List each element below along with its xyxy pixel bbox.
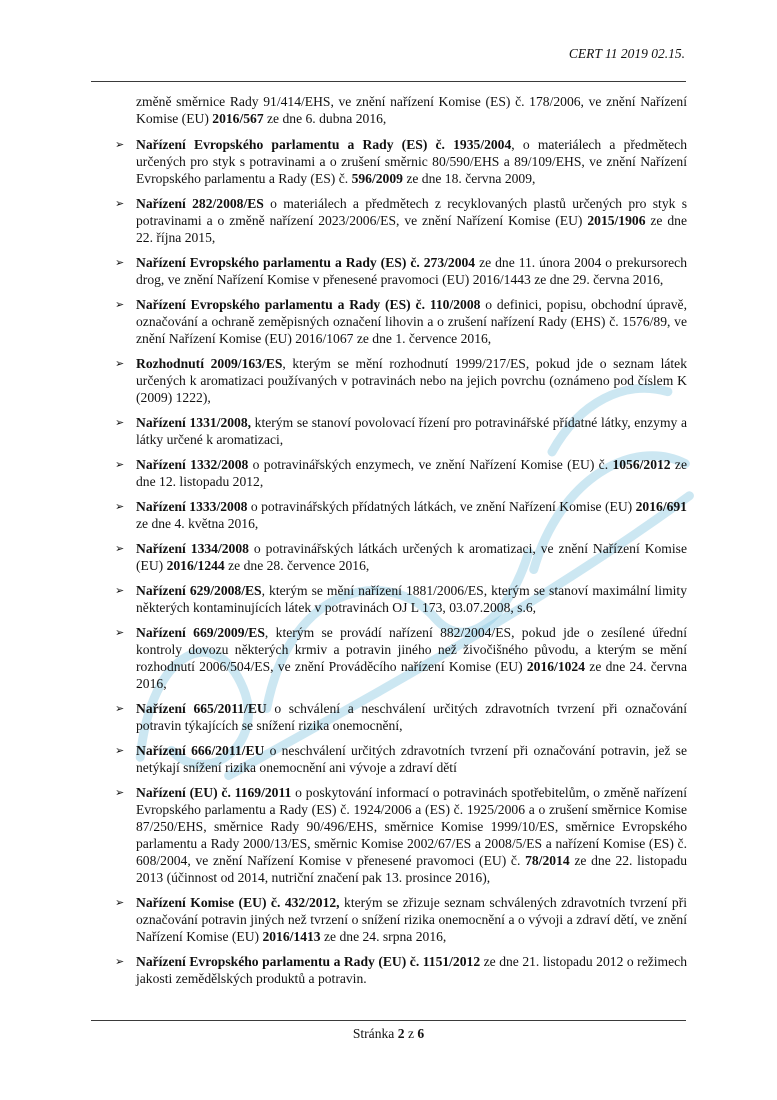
list-item — [115, 700, 687, 734]
continuation-paragraph: změně směrnice Rady 91/414/EHS, ve znění nařízení Komise (ES) č. 178/2006, ve znění Nařízení Komise (EU) 2016/567 ze dne 6. dubna 2016, — [136, 94, 687, 126]
regulation-text: Nařízení 1332/2008 o potravinářských enzymech, ve znění Nařízení Komise (EU) č. 1056/2012 ze dne 12. listopadu 2012, — [136, 457, 687, 489]
regulation-text: Nařízení Evropského parlamentu a Rady (ES) č. 1935/2004, o materiálech a předmětech určených pro styk s potravinami a o zrušení směrnic 80/590/EHS a 89/109/EHS, ve znění Nařízení Evropského parlamentu a Rady (ES) č. 596/2009 ze dne 18. června 2009, — [136, 137, 687, 186]
bullet-arrow-icon: ➢ — [115, 626, 125, 639]
regulation-text: Nařízení 1333/2008 o potravinářských přídatných látkách, ve znění Nařízení Komise (EU) 2016/691 ze dne 4. května 2016, — [136, 499, 687, 531]
bullet-arrow-icon: ➢ — [115, 500, 125, 513]
regulation-text: Nařízení 669/2009/ES, kterým se provádí nařízení 882/2004/ES, pokud jde o zesílené úřední kontroly dovozu některých krmiv a potravin jiného než živočišného původu, a kterým se mění rozhodnutí 2006/504/ES, ve znění Prováděcího nařízení Komise (EU) 2016/1024 ze dne 24. června 2016, — [136, 625, 687, 691]
bullet-arrow-icon: ➢ — [115, 702, 125, 715]
bullet-arrow-icon: ➢ — [115, 896, 125, 909]
document-body — [115, 93, 687, 995]
list-item — [115, 498, 687, 532]
list-item — [115, 742, 687, 776]
list-item — [115, 624, 687, 692]
header-divider — [91, 81, 686, 82]
bullet-arrow-icon: ➢ — [115, 298, 125, 311]
list-item — [115, 456, 687, 490]
regulation-list — [115, 136, 687, 987]
regulation-text: Nařízení Evropského parlamentu a Rady (ES) č. 273/2004 ze dne 11. února 2004 o prekursorech drog, ve znění Nařízení Komise v přenesené pravomoci (EU) 2016/1443 ze dne 29. června 2016, — [136, 255, 687, 287]
list-item — [115, 254, 687, 288]
bullet-arrow-icon: ➢ — [115, 786, 125, 799]
regulation-text: Nařízení Komise (EU) č. 432/2012, kterým se zřizuje seznam schválených zdravotních tvrzení při označování potravin jiných než tvrzení o snížení rizika onemocnění a o vývoji a zdraví dětí, ve znění Nařízení Komise (EU) 2016/1413 ze dne 24. srpna 2016, — [136, 895, 687, 944]
list-item — [115, 414, 687, 448]
list-item — [115, 540, 687, 574]
list-item — [115, 953, 687, 987]
list-item — [115, 195, 687, 246]
regulation-text: Nařízení 282/2008/ES o materiálech a předmětech z recyklovaných plastů určených pro styk s potravinami a o změně nařízení 2023/2006/ES, ve znění Nařízení Komise (EU) 2015/1906 ze dne 22. října 2015, — [136, 196, 687, 245]
document-header — [91, 46, 685, 62]
bullet-arrow-icon: ➢ — [115, 955, 125, 968]
regulation-text: Nařízení 629/2008/ES, kterým se mění nařízení 1881/2006/ES, kterým se stanoví maximální limity některých kontaminujících látek v potravinách OJ L 173, 03.07.2008, s.6, — [136, 583, 687, 615]
list-item — [115, 582, 687, 616]
regulation-text: Nařízení Evropského parlamentu a Rady (ES) č. 110/2008 o definici, popisu, obchodní úpravě, označování a ochraně zeměpisných označení lihovin a o zrušení nařízení Rady (EHS) č. 1576/89, ve znění Nařízení Komise (EU) 2016/1067 ze dne 1. července 2016, — [136, 297, 687, 346]
header-reference: CERT 11 2019 02.15. — [568, 46, 685, 61]
bullet-arrow-icon: ➢ — [115, 744, 125, 757]
list-item — [115, 784, 687, 886]
list-item — [115, 355, 687, 406]
regulation-text: Nařízení Evropského parlamentu a Rady (EU) č. 1151/2012 ze dne 21. listopadu 2012 o režimech jakosti zemědělských produktů a potravin. — [136, 954, 687, 986]
regulation-text: Nařízení 1331/2008, kterým se stanoví povolovací řízení pro potravinářské přídatné látky, enzymy a látky určené k aromatizaci, — [136, 415, 687, 447]
bullet-arrow-icon: ➢ — [115, 138, 125, 151]
bullet-arrow-icon: ➢ — [115, 416, 125, 429]
regulation-text: Nařízení 665/2011/EU o schválení a neschválení určitých zdravotních tvrzení při označování potravin týkajících se snížení rizika onemocnění, — [136, 701, 688, 733]
list-item — [115, 136, 687, 187]
document-footer — [91, 1020, 686, 1042]
list-item — [115, 894, 687, 945]
regulation-text: Nařízení 1334/2008 o potravinářských látkách určených k aromatizaci, ve znění Nařízení Komise (EU) 2016/1244 ze dne 28. července 2016, — [136, 541, 687, 573]
regulation-text: Rozhodnutí 2009/163/ES, kterým se mění rozhodnutí 1999/217/ES, pokud jde o seznam látek určených k aromatizaci používaných v potravinách nebo na jejich povrchu (oznámeno pod číslem K (2009) 1222), — [136, 356, 687, 405]
bullet-arrow-icon: ➢ — [115, 584, 125, 597]
bullet-arrow-icon: ➢ — [115, 542, 125, 555]
regulation-text: Nařízení 666/2011/EU o neschválení určitých zdravotních tvrzení při označování potravin, jež se netýkají snížení rizika onemocnění ani vývoje a zdraví dětí — [136, 743, 687, 775]
list-item — [115, 296, 687, 347]
page-number: Stránka 2 z 6 — [352, 1026, 425, 1041]
regulation-text: Nařízení (EU) č. 1169/2011 o poskytování informací o potravinách spotřebitelům, o změně nařízení Evropského parlamentu a Rady (ES) č. 1924/2006 a (ES) č. 1925/2006 a o zrušení směrnice Komise 87/250/EHS, směrnice Rady 90/496/EHS, směrnice Komise 1999/10/ES, směrnice Evropského parlamentu a Rady 2000/13/ES, směrnic Komise 2002/67/ES a 2008/5/ES a nařízení Komise (ES) č. 608/2004, ve znění Nařízení Komise v přenesené pravomoci (EU) č. 78/2014 ze dne 22. listopadu 2013 (účinnost od 2014, nutriční značení pak 13. prosince 2016), — [136, 785, 688, 885]
bullet-arrow-icon: ➢ — [115, 357, 125, 370]
bullet-arrow-icon: ➢ — [115, 197, 125, 210]
bullet-arrow-icon: ➢ — [115, 458, 125, 471]
bullet-arrow-icon: ➢ — [115, 256, 125, 269]
